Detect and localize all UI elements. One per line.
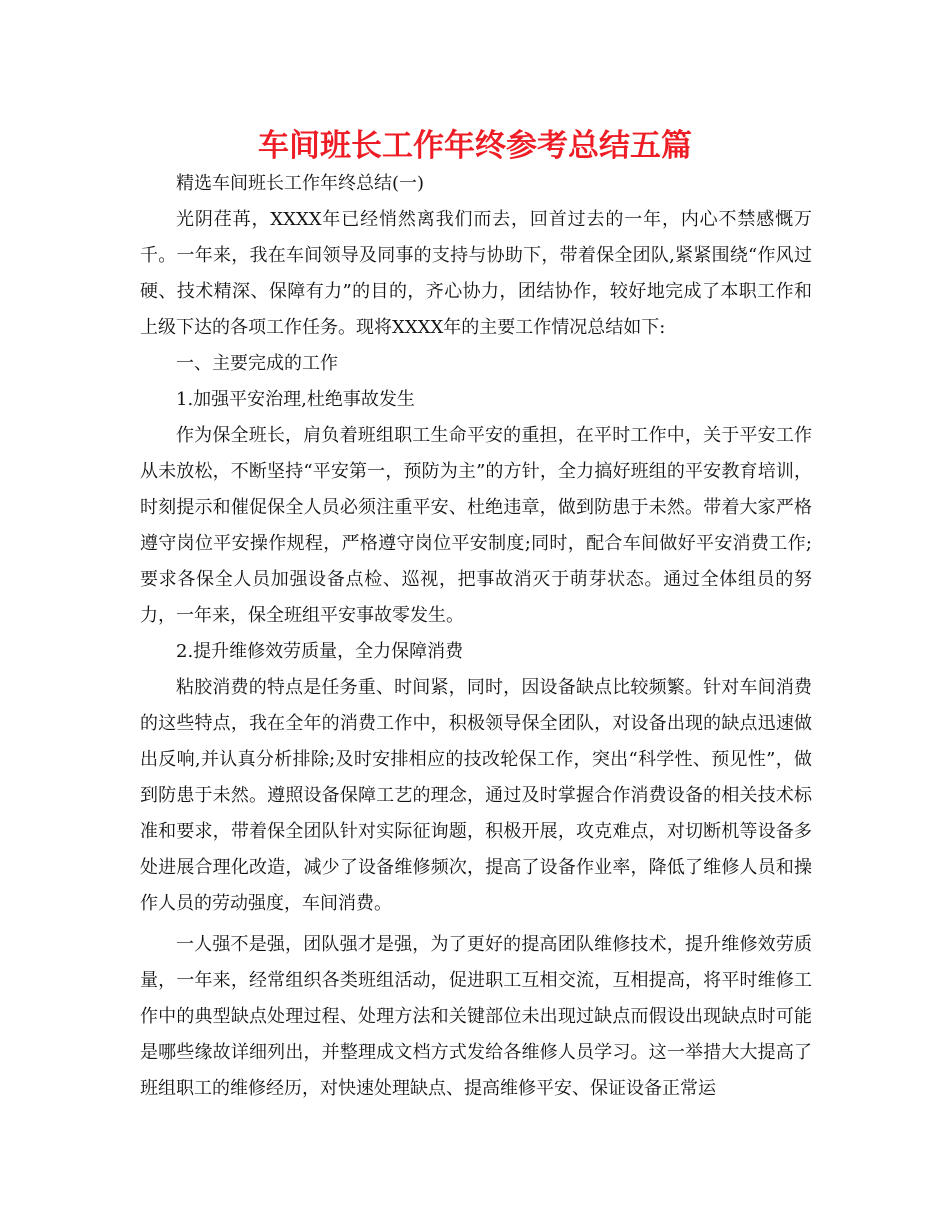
section-heading: 一、主要完成的工作 xyxy=(176,353,338,374)
subsection-heading-2: 2.提升维修效劳质量，全力保障消费 xyxy=(176,641,464,662)
document-title: 车间班长工作年终参考总结五篇 xyxy=(258,128,692,164)
subtitle-paragraph: 精选车间班长工作年终总结(一) xyxy=(176,173,425,194)
document-body xyxy=(140,166,812,1107)
intro-paragraph: 光阴荏苒，XXXX年已经悄然离我们而去，回首过去的一年，内心不禁感慨万千。一年来，我在车间领导及同事的支持与协助下，带着保全团队,紧紧围绕“作风过硬、技术精深、保障有力”的目的，齐心协力，团结协作，较好地完成了本职工作和上级下达的各项工作任务。现将XXXX年的主要工作情况总结如下: xyxy=(140,209,812,338)
safety-paragraph: 作为保全班长，肩负着班组职工生命平安的重担，在平时工作中，关于平安工作从未放松，不断坚持“平安第一，预防为主”的方针，全力搞好班组的平安教育培训，时刻提示和催促保全人员必须注重平安、杜绝违章，做到防患于未然。带着大家严格遵守岗位平安操作规程，严格遵守岗位平安制度;同时，配合车间做好平安消费工作;要求各保全人员加强设备点检、巡视，把事故消灭于萌芽状态。通过全体组员的努力，一年来，保全班组平安事故零发生。 xyxy=(140,425,812,626)
subsection-heading-1: 1.加强平安治理,杜绝事故发生 xyxy=(176,389,415,410)
team-paragraph: 一人强不是强，团队强才是强，为了更好的提高团队维修技术，提升维修效劳质量，一年来，经常组织各类班组活动，促进职工互相交流，互相提高，将平时维修工作中的典型缺点处理过程、处理方法和关键部位未出现过缺点而假设出现缺点时可能是哪些缘故详细列出，并整理成文档方式发给各维修人员学习。这一举措大大提高了班组职工的维修经历，对快速处理缺点、提高维修平安、保证设备正常运 xyxy=(140,934,812,1099)
maintenance-paragraph: 粘胶消费的特点是任务重、时间紧，同时，因设备缺点比较频繁。针对车间消费的这些特点，我在全年的消费工作中，积极领导保全团队，对设备出现的缺点迅速做出反响,并认真分析排除;及时安排相应的技改轮保工作，突出“科学性、预见性”，做到防患于未然。遵照设备保障工艺的理念，通过及时掌握合作消费设备的相关技术标准和要求，带着保全团队针对实际征询题，积极开展，攻克难点，对切断机等设备多处进展合理化改造，减少了设备维修频次，提高了设备作业率，降低了维修人员和操作人员的劳动强度，车间消费。 xyxy=(140,677,812,914)
